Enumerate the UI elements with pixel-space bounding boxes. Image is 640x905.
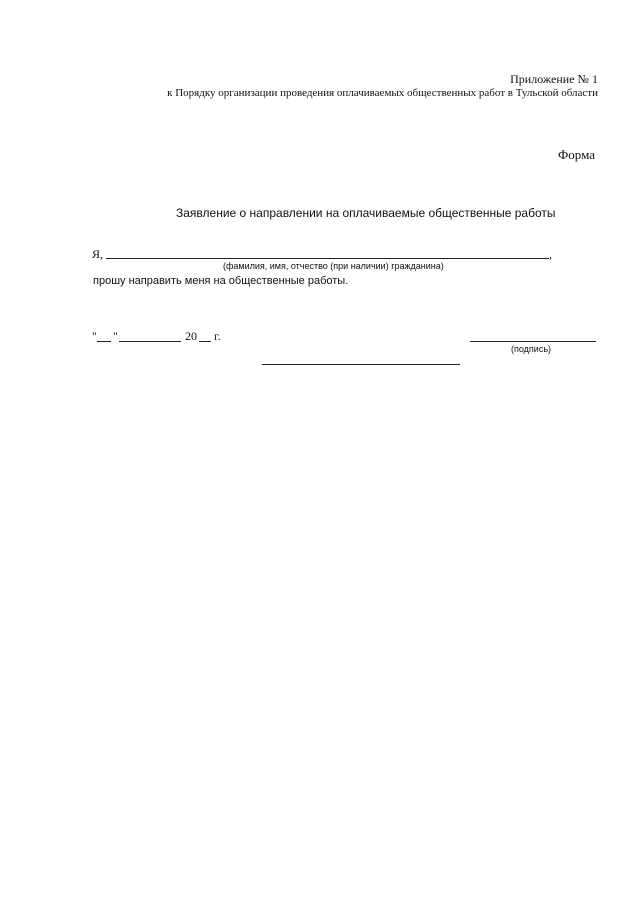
date-year-suffix: г.	[214, 329, 221, 343]
request-text: прошу направить меня на общественные работы.	[93, 275, 349, 287]
applicant-prefix: Я,	[92, 247, 104, 261]
date-day-field[interactable]	[97, 341, 111, 342]
signature-field[interactable]	[470, 341, 596, 342]
date-month-field[interactable]	[119, 341, 181, 342]
appendix-subtitle: к Порядку организации проведения оплачиваемых общественных работ в Тульской области	[167, 87, 598, 99]
applicant-name-caption: (фамилия, имя, отчество (при наличии) гражданина)	[223, 261, 444, 271]
bottom-rule	[262, 364, 460, 365]
appendix-title: Приложение № 1	[510, 72, 598, 86]
date-open-quote: "	[92, 329, 97, 343]
date-year-prefix: 20	[185, 329, 197, 343]
date-year-field[interactable]	[199, 341, 211, 342]
applicant-name-field[interactable]	[106, 258, 549, 259]
form-label: Форма	[558, 147, 595, 162]
applicant-suffix: ,	[549, 247, 552, 261]
date-close-quote: "	[113, 329, 118, 343]
document-title: Заявление о направлении на оплачиваемые общественные работы	[176, 206, 556, 220]
signature-caption: (подпись)	[511, 344, 552, 354]
